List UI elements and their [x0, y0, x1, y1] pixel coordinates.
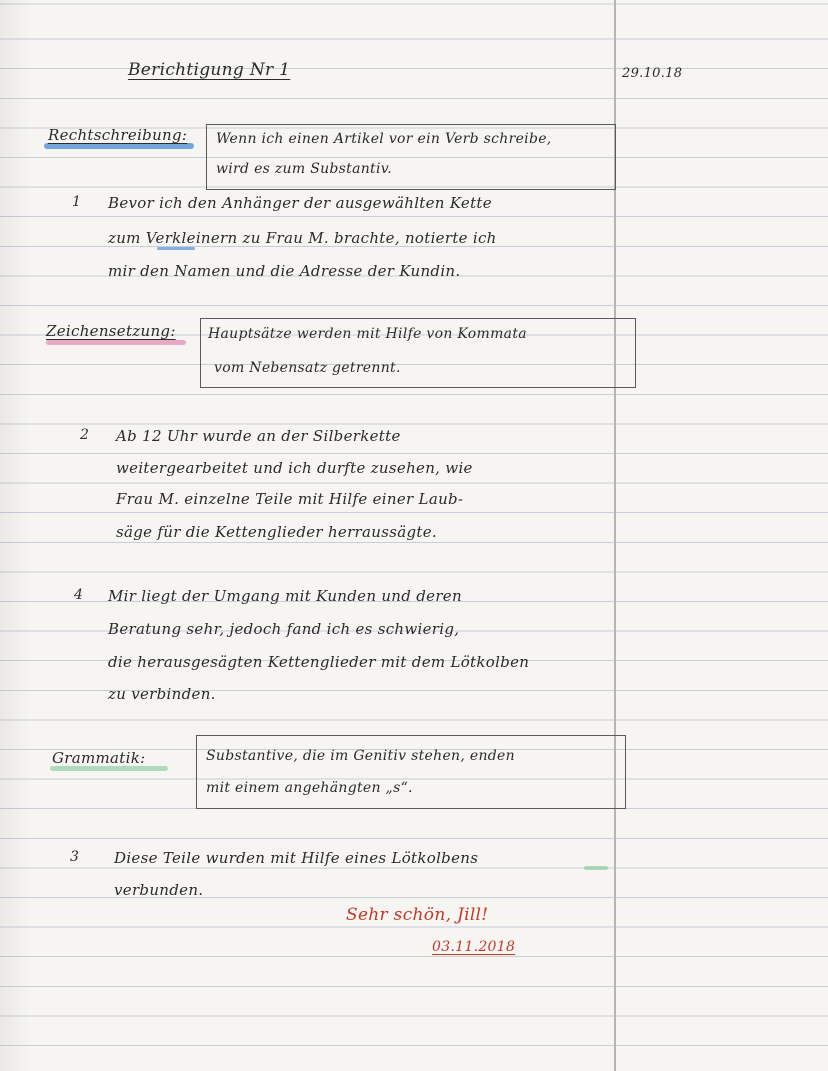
page-title: Berichtigung Nr 1	[128, 60, 291, 80]
correction-4-line3: die herausgesägten Kettenglieder mit dem Lötkolben	[108, 653, 530, 671]
label-zeichensetzung: Zeichensetzung:	[46, 322, 176, 340]
correction-number: 4	[74, 587, 84, 603]
correction-3-line2: verbunden.	[114, 881, 204, 899]
highlight-mark	[584, 866, 608, 870]
rule-zeichensetzung-line2: vom Nebensatz getrennt.	[214, 360, 401, 376]
correction-marker	[157, 247, 195, 250]
page-date: 29.10.18	[622, 66, 683, 81]
rule-grammatik-line2: mit einem angehängten „s“.	[206, 780, 413, 796]
teacher-date: 03.11.2018	[432, 939, 516, 955]
rule-zeichensetzung-line1: Hauptsätze werden mit Hilfe von Kommata	[208, 326, 527, 342]
rule-grammatik-line1: Substantive, die im Genitiv stehen, enden	[206, 748, 515, 764]
correction-2-line1: Ab 12 Uhr wurde an der Silberkette	[116, 427, 401, 445]
correction-number: 1	[72, 194, 82, 210]
correction-2-line3: Frau M. einzelne Teile mit Hilfe einer Laub-	[116, 490, 464, 508]
correction-number: 2	[80, 427, 90, 443]
correction-1-line2: zum Verkleinern zu Frau M. brachte, notierte ich	[108, 229, 497, 247]
rule-rechtschreibung-line2: wird es zum Substantiv.	[216, 161, 393, 177]
label-grammatik: Grammatik:	[52, 749, 146, 767]
correction-2-line4: säge für die Kettenglieder herraussägte.	[116, 523, 437, 541]
correction-4-line4: zu verbinden.	[108, 685, 216, 703]
rule-rechtschreibung-line1: Wenn ich einen Artikel vor ein Verb schreibe,	[216, 131, 552, 147]
correction-1-line1: Bevor ich den Anhänger der ausgewählten Kette	[108, 194, 492, 212]
correction-number: 3	[70, 849, 80, 865]
highlight-zeichensetzung	[46, 340, 186, 345]
correction-4-line2: Beratung sehr, jedoch fand ich es schwierig,	[108, 620, 460, 638]
correction-3-line1: Diese Teile wurden mit Hilfe eines Lötkolbens	[114, 849, 479, 867]
correction-1-line3: mir den Namen und die Adresse der Kundin.	[108, 262, 461, 280]
teacher-comment: Sehr schön, Jill!	[346, 905, 489, 925]
label-rechtschreibung: Rechtschreibung:	[48, 126, 188, 144]
page-shadow	[0, 0, 30, 1071]
rule-box-grammatik	[196, 735, 626, 809]
correction-4-line1: Mir liegt der Umgang mit Kunden und deren	[108, 587, 462, 605]
correction-2-line2: weitergearbeitet und ich durfte zusehen, wie	[116, 459, 473, 477]
